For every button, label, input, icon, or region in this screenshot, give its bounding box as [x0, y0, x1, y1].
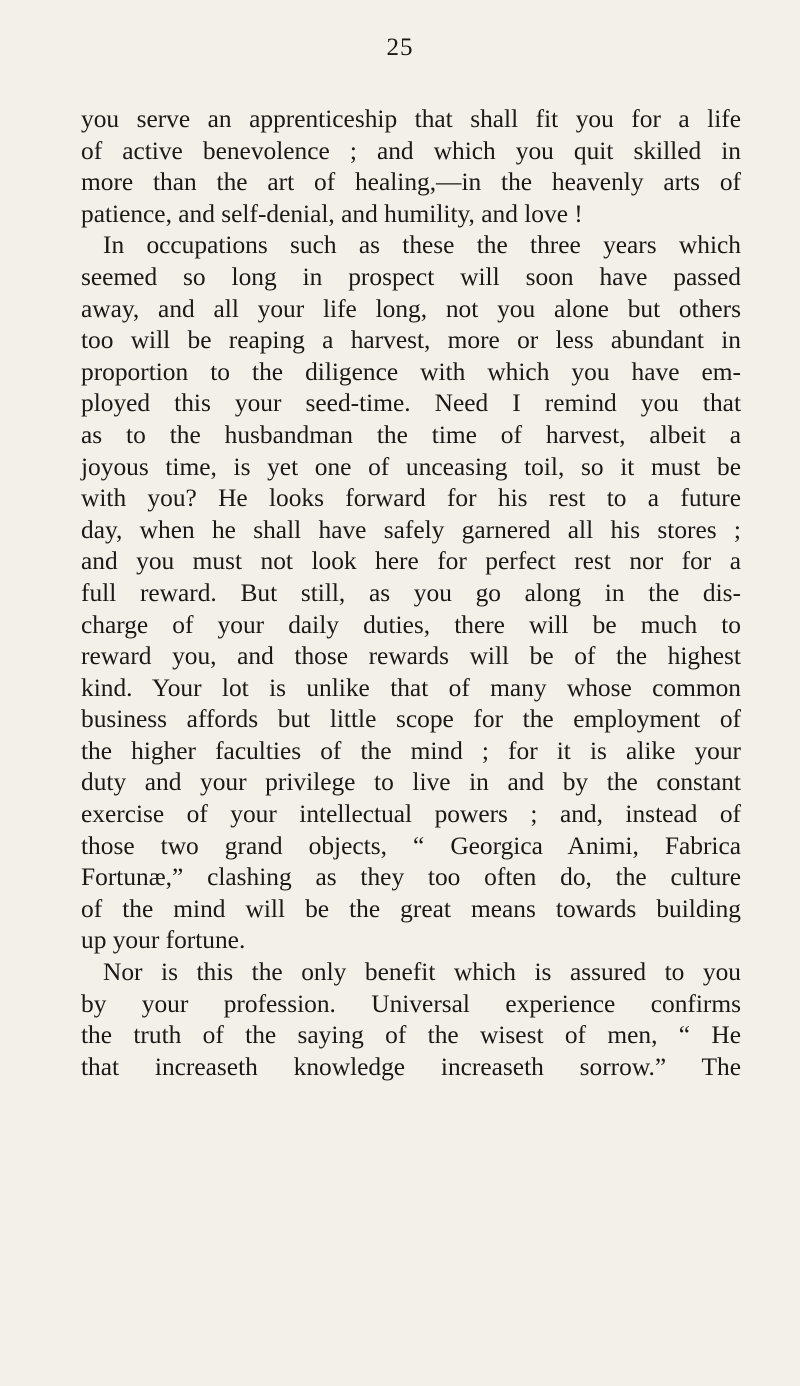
text-line: seemed so long in prospect will soon have passed	[81, 262, 741, 291]
body-text	[81, 104, 741, 1083]
text-line: duty and your privilege to live in and by the constant	[81, 768, 741, 797]
text-line: patience, and self-denial, and humility, and love !	[81, 199, 583, 228]
text-line: the higher faculties of the mind ; for it is alike your	[81, 736, 741, 765]
page-number: 25	[386, 34, 414, 61]
text-line: exercise of your intellectual powers ; and, instead of	[81, 800, 741, 829]
text-line: more than the art of healing,—in the heavenly arts of	[81, 168, 741, 197]
text-line: of active benevolence ; and which you quit skilled in	[81, 136, 741, 165]
text-line: that increaseth knowledge increaseth sorrow.” The	[81, 1052, 741, 1081]
text-line: business affords but little scope for the employment of	[81, 705, 741, 734]
text-line: as to the husbandman the time of harvest, albeit a	[81, 420, 741, 449]
text-line: those two grand objects, “ Georgica Animi, Fabrica	[81, 831, 741, 860]
text-line: proportion to the diligence with which you have em-	[81, 357, 741, 386]
text-line: day, when he shall have safely garnered all his stores ;	[81, 515, 741, 544]
text-line: by your profession. Universal experience confirms	[81, 989, 741, 1018]
text-line: kind. Your lot is unlike that of many whose common	[81, 673, 741, 702]
text-line: with you? He looks forward for his rest to a future	[81, 484, 741, 513]
text-line: joyous time, is yet one of unceasing toil, so it must be	[81, 452, 741, 481]
text-line: too will be reaping a harvest, more or less abundant in	[81, 326, 741, 355]
text-line: full reward. But still, as you go along in the dis-	[81, 578, 741, 607]
text-line: reward you, and those rewards will be of the highest	[81, 642, 741, 671]
text-line: In occupations such as these the three years which	[103, 231, 741, 260]
text-line: you serve an apprenticeship that shall fit you for a life	[81, 105, 741, 133]
text-line: Fortunæ,” clashing as they too often do, the culture	[81, 863, 741, 892]
text-line: the truth of the saying of the wisest of men, “ He	[81, 1021, 741, 1050]
text-line: Nor is this the only benefit which is assured to you	[103, 958, 741, 987]
text-line: of the mind will be the great means towards building	[81, 894, 741, 923]
text-line: ployed this your seed-time. Need I remind you that	[81, 389, 741, 418]
text-line: charge of your daily duties, there will be much to	[81, 610, 741, 639]
text-line: up your fortune.	[81, 926, 246, 955]
text-line: and you must not look here for perfect rest nor for a	[81, 547, 741, 576]
text-line: away, and all your life long, not you alone but others	[81, 294, 741, 323]
